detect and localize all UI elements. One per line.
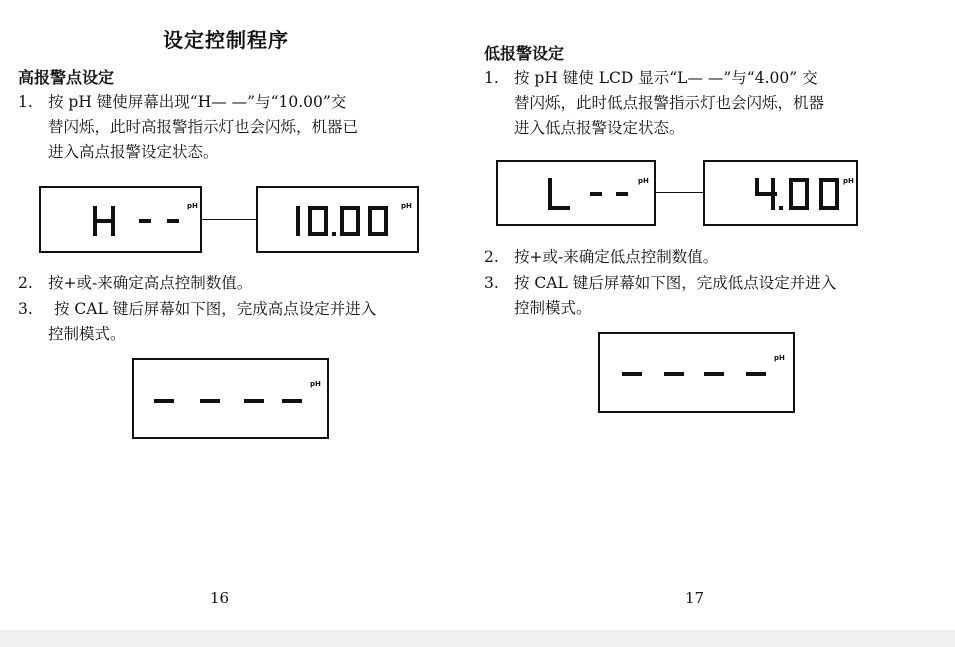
- step-2: [18, 271, 458, 296]
- step-text-line: 进入高点报警设定状态。: [48, 143, 219, 161]
- lcd-segments: [258, 188, 417, 251]
- display-connector: [656, 192, 703, 193]
- page-number: 16: [210, 589, 230, 607]
- step-3: [484, 271, 924, 322]
- step-text-line: 按+或-来确定低点控制数值。: [514, 248, 719, 266]
- lcd-segments: [498, 162, 654, 224]
- step-text-line: 替闪烁，此时高报警指示灯也会闪烁，机器已: [48, 118, 359, 136]
- ph-unit-label: pH: [638, 177, 649, 185]
- step-text-line: 进入低点报警设定状态。: [514, 119, 685, 137]
- lcd-display-low-value: [703, 160, 858, 226]
- step-number: 3.: [484, 274, 499, 292]
- step-text-line: 替闪烁，此时低点报警指示灯也会闪烁，机器: [514, 94, 825, 112]
- lcd-display-control-mode: [598, 332, 795, 413]
- step-3: [18, 297, 458, 348]
- lcd-segments: [600, 334, 793, 411]
- section-heading-low-alarm: 低报警设定: [484, 44, 565, 63]
- step-text-line: 按 pH 键使屏幕出现“H— —”与“10.00”交: [48, 93, 347, 111]
- section-heading-high-alarm: 高报警点设定: [18, 68, 115, 87]
- step-text-line: 按 CAL 键后屏幕如下图，完成低点设定并进入: [514, 274, 837, 292]
- step-number: 2.: [484, 248, 499, 266]
- ph-unit-label: pH: [401, 202, 412, 210]
- lcd-display-high-value: [256, 186, 419, 253]
- step-number: 1.: [484, 69, 499, 87]
- ph-unit-label: pH: [187, 202, 198, 210]
- step-text-line: 按+或-来确定高点控制数值。: [48, 274, 253, 292]
- step-1: [18, 90, 458, 166]
- lcd-display-control-mode: [132, 358, 329, 439]
- step-text-line: 控制模式。: [514, 299, 592, 317]
- lcd-segments: [41, 188, 200, 251]
- step-number: 2.: [18, 274, 33, 292]
- lcd-segments: [134, 360, 327, 437]
- bottom-band: [0, 630, 955, 647]
- step-number: 3.: [18, 300, 33, 318]
- step-2: [484, 245, 924, 270]
- display-connector: [202, 219, 256, 220]
- step-1: [484, 66, 924, 142]
- step-text-line: 按 CAL 键后屏幕如下图，完成高点设定并进入: [54, 300, 377, 318]
- lcd-segments: [705, 162, 856, 224]
- lcd-display-high-symbol: [39, 186, 202, 253]
- step-text-line: 控制模式。: [48, 325, 126, 343]
- lcd-display-low-symbol: [496, 160, 656, 226]
- step-text-line: 按 pH 键使 LCD 显示“L— —”与“4.00” 交: [514, 69, 818, 87]
- ph-unit-label: pH: [774, 354, 785, 362]
- ph-unit-label: pH: [310, 380, 321, 388]
- page-title: 设定控制程序: [163, 28, 289, 52]
- ph-unit-label: pH: [843, 177, 854, 185]
- page-number: 17: [685, 589, 705, 607]
- step-number: 1.: [18, 93, 33, 111]
